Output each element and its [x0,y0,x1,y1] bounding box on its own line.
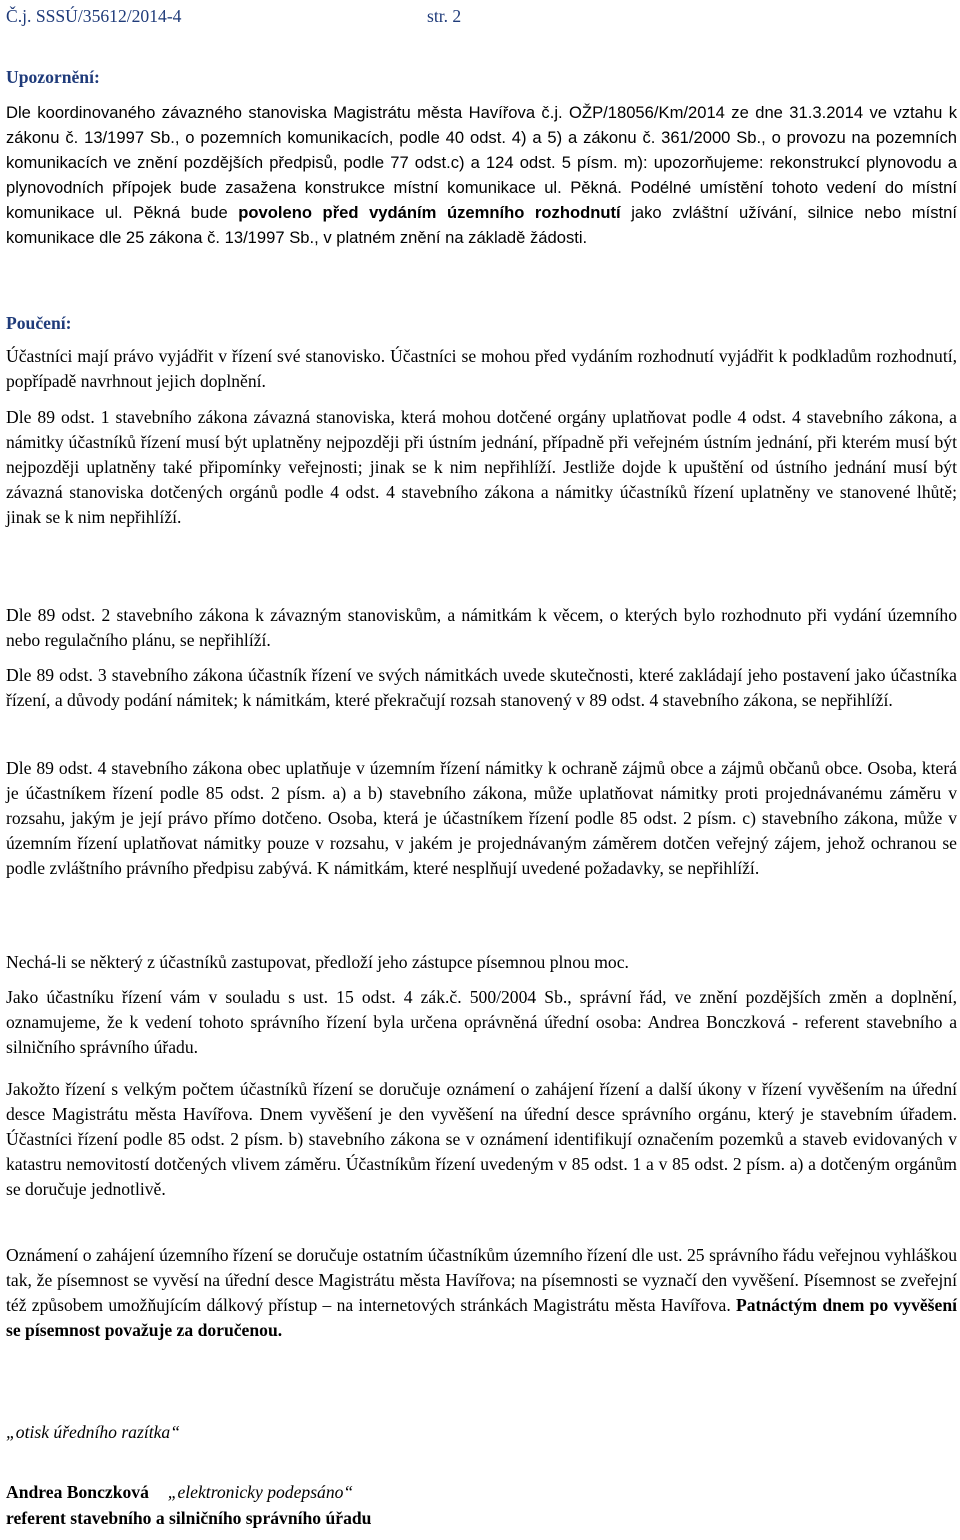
warning-paragraph [6,100,957,250]
instruction-paragraph-9-text: Oznámení o zahájení územního řízení se doručuje ostatním účastníkům územního řízení dle ust. 25 správního řádu veřejnou vyhláškou tak, že písemnost se vyvěsí na úřední desce Magistrátu města Havířova; na písemnosti se vyznačí den vyvěšení. Písemnost se zveřejní též způsobem umožňujícím dálkový přístup – na internetových stránkách Magistrátu města Havířova. [6,1245,957,1315]
instruction-paragraph-3: Dle 89 odst. 2 stavebního zákona k závazným stanoviskům, a námitkám k věcem, o kterých bylo rozhodnuto při vydání územního nebo regulačního plánu, se nepřihlíží. [6,605,957,650]
instruction-paragraph-9-bold: Patnáctým dnem po vyvěšení se písemnost považuje za doručenou. [6,1295,958,1340]
instruction-paragraph-8: Jakožto řízení s velkým počtem účastníků řízení se doručuje oznámení o zahájení řízení a další úkony v řízení vyvěšením na úřední desce Magistrátu města Havířova. Dnem vyvěšení je den vyvěšení na úřední desce správního orgánu, který je stavebním úřadem. Účastníci řízení podle 85 odst. 2 písm. b) stavebního zákona se v oznámení identifikují označením pozemků a staveb evidovaných v katastru nemovitostí dotčených vlivem záměru. Účastníkům řízení uvedeným v 85 odst. 1 a v 85 odst. 2 písm. a) a dotčeným orgánům se doručuje jednotlivě. [6,1079,957,1199]
electronic-signature-note: „elektronicky podepsáno“ [167,1482,354,1502]
instruction-paragraph-1: Účastníci mají právo vyjádřit v řízení své stanovisko. Účastníci se mohou před vydáním rozhodnutí vyjádřit k podkladům rozhodnutí, popřípadě navrhnout jejich doplnění. [6,346,957,391]
signer-role-line [6,1506,371,1531]
signature-line [6,1480,353,1505]
reference-number: Č.j. SSSÚ/35612/2014-4 [6,6,182,26]
signer-role: referent stavebního a silničního správního úřadu [6,1508,372,1528]
warning-text-b: jako zvláštní užívání, silnice nebo místní komunikace dle 25 zákona č. 13/1997 Sb., v platném znění na základě žádosti. [6,203,957,247]
page-number: str. 2 [427,6,462,26]
instruction-paragraph-6: Nechá-li se některý z účastníků zastupovat, předloží jeho zástupce písemnou plnou moc. [6,952,629,972]
instruction-paragraph-5: Dle 89 odst. 4 stavebního zákona obec uplatňuje v územním řízení námitky k ochraně zájmů obce a zájmů občanů obce. Osoba, která je účastníkem řízení podle 85 odst. 2 písm. a) a b) stavebního zákona, může uplatňovat námitky proti projednávanému záměru v rozsahu, jakým je její právo přímo dotčeno. Osoba, která je účastníkem řízení podle 85 odst. 2 písm. c) stavebního zákona, může v územním řízení uplatňovat námitky pouze v rozsahu, v jakém je projednávaným záměrem dotčen veřejný zájem, jehož ochranou se podle zvláštního právního předpisu zabývá. K námitkám, které nesplňují uvedené požadavky, se nepřihlíží. [6,758,957,878]
instruction-paragraph-7: Jako účastníku řízení vám v souladu s ust. 15 odst. 4 zák.č. 500/2004 Sb., správní řád, ve znění pozdějších změn a doplnění, oznamujeme, že k vedení tohoto správního řízení byla určena oprávněná úřední osoba: Andrea Bonczková - referent stavebního a silničního správního úřadu. [6,987,957,1057]
instruction-heading: Poučení: [6,313,72,333]
warning-heading: Upozornění: [6,67,100,87]
warning-text-bold: povoleno před vydáním územního rozhodnutí [238,203,621,222]
stamp-text: „otisk úředního razítka“ [6,1422,180,1442]
signer-name: Andrea Bonczková [6,1482,149,1502]
instruction-paragraph-4: Dle 89 odst. 3 stavebního zákona účastník řízení ve svých námitkách uvede skutečnosti, které zakládají jeho postavení jako účastníka řízení, a důvody podání námitek; k námitkám, které překračují rozsah stanovený v 89 odst. 4 stavebního zákona, se nepřihlíží. [6,665,957,710]
instruction-paragraph-2: Dle 89 odst. 1 stavebního zákona závazná stanoviska, která mohou dotčené orgány uplatňovat podle 4 odst. 4 stavebního zákona, a námitky účastníků řízení musí být uplatněny nejpozději při ústním jednání, případně při veřejném ústním jednání, při kterém musí být nejpozději uplatněny také připomínky veřejnosti; jinak se k nim nepřihlíží. Jestliže dojde k upuštění od ústního jednání musí být závazná stanoviska dotčených orgánů podle 4 odst. 4 stavebního zákona a námitky účastníků řízení uplatněny ve stanovené lhůtě; jinak se k nim nepřihlíží. [6,407,957,527]
stamp-placeholder [6,1420,180,1445]
warning-text-a: Dle koordinovaného závazného stanoviska Magistrátu města Havířova č.j. OŽP/18056/Km/2014 ze dne 31.3.2014 ve vztahu k zákonu č. 13/1997 Sb., o pozemních komunikacích, podle 40 odst. 4) a 5) a zákonu č. 361/2000 Sb., o provozu na pozemních komunikacích ve znění pozdějších předpisů, podle 77 odst.c) a 124 odst. 5 písm. m): upozorňujeme: rekonstrukcí plynovodu a plynovodních přípojek bude zasažena konstrukce místní komunikace ul. Pěkná. Podélné umístění tohoto vedení do místní komunikace ul. Pěkná bude [6,103,957,222]
instruction-paragraph-9 [6,1243,957,1343]
